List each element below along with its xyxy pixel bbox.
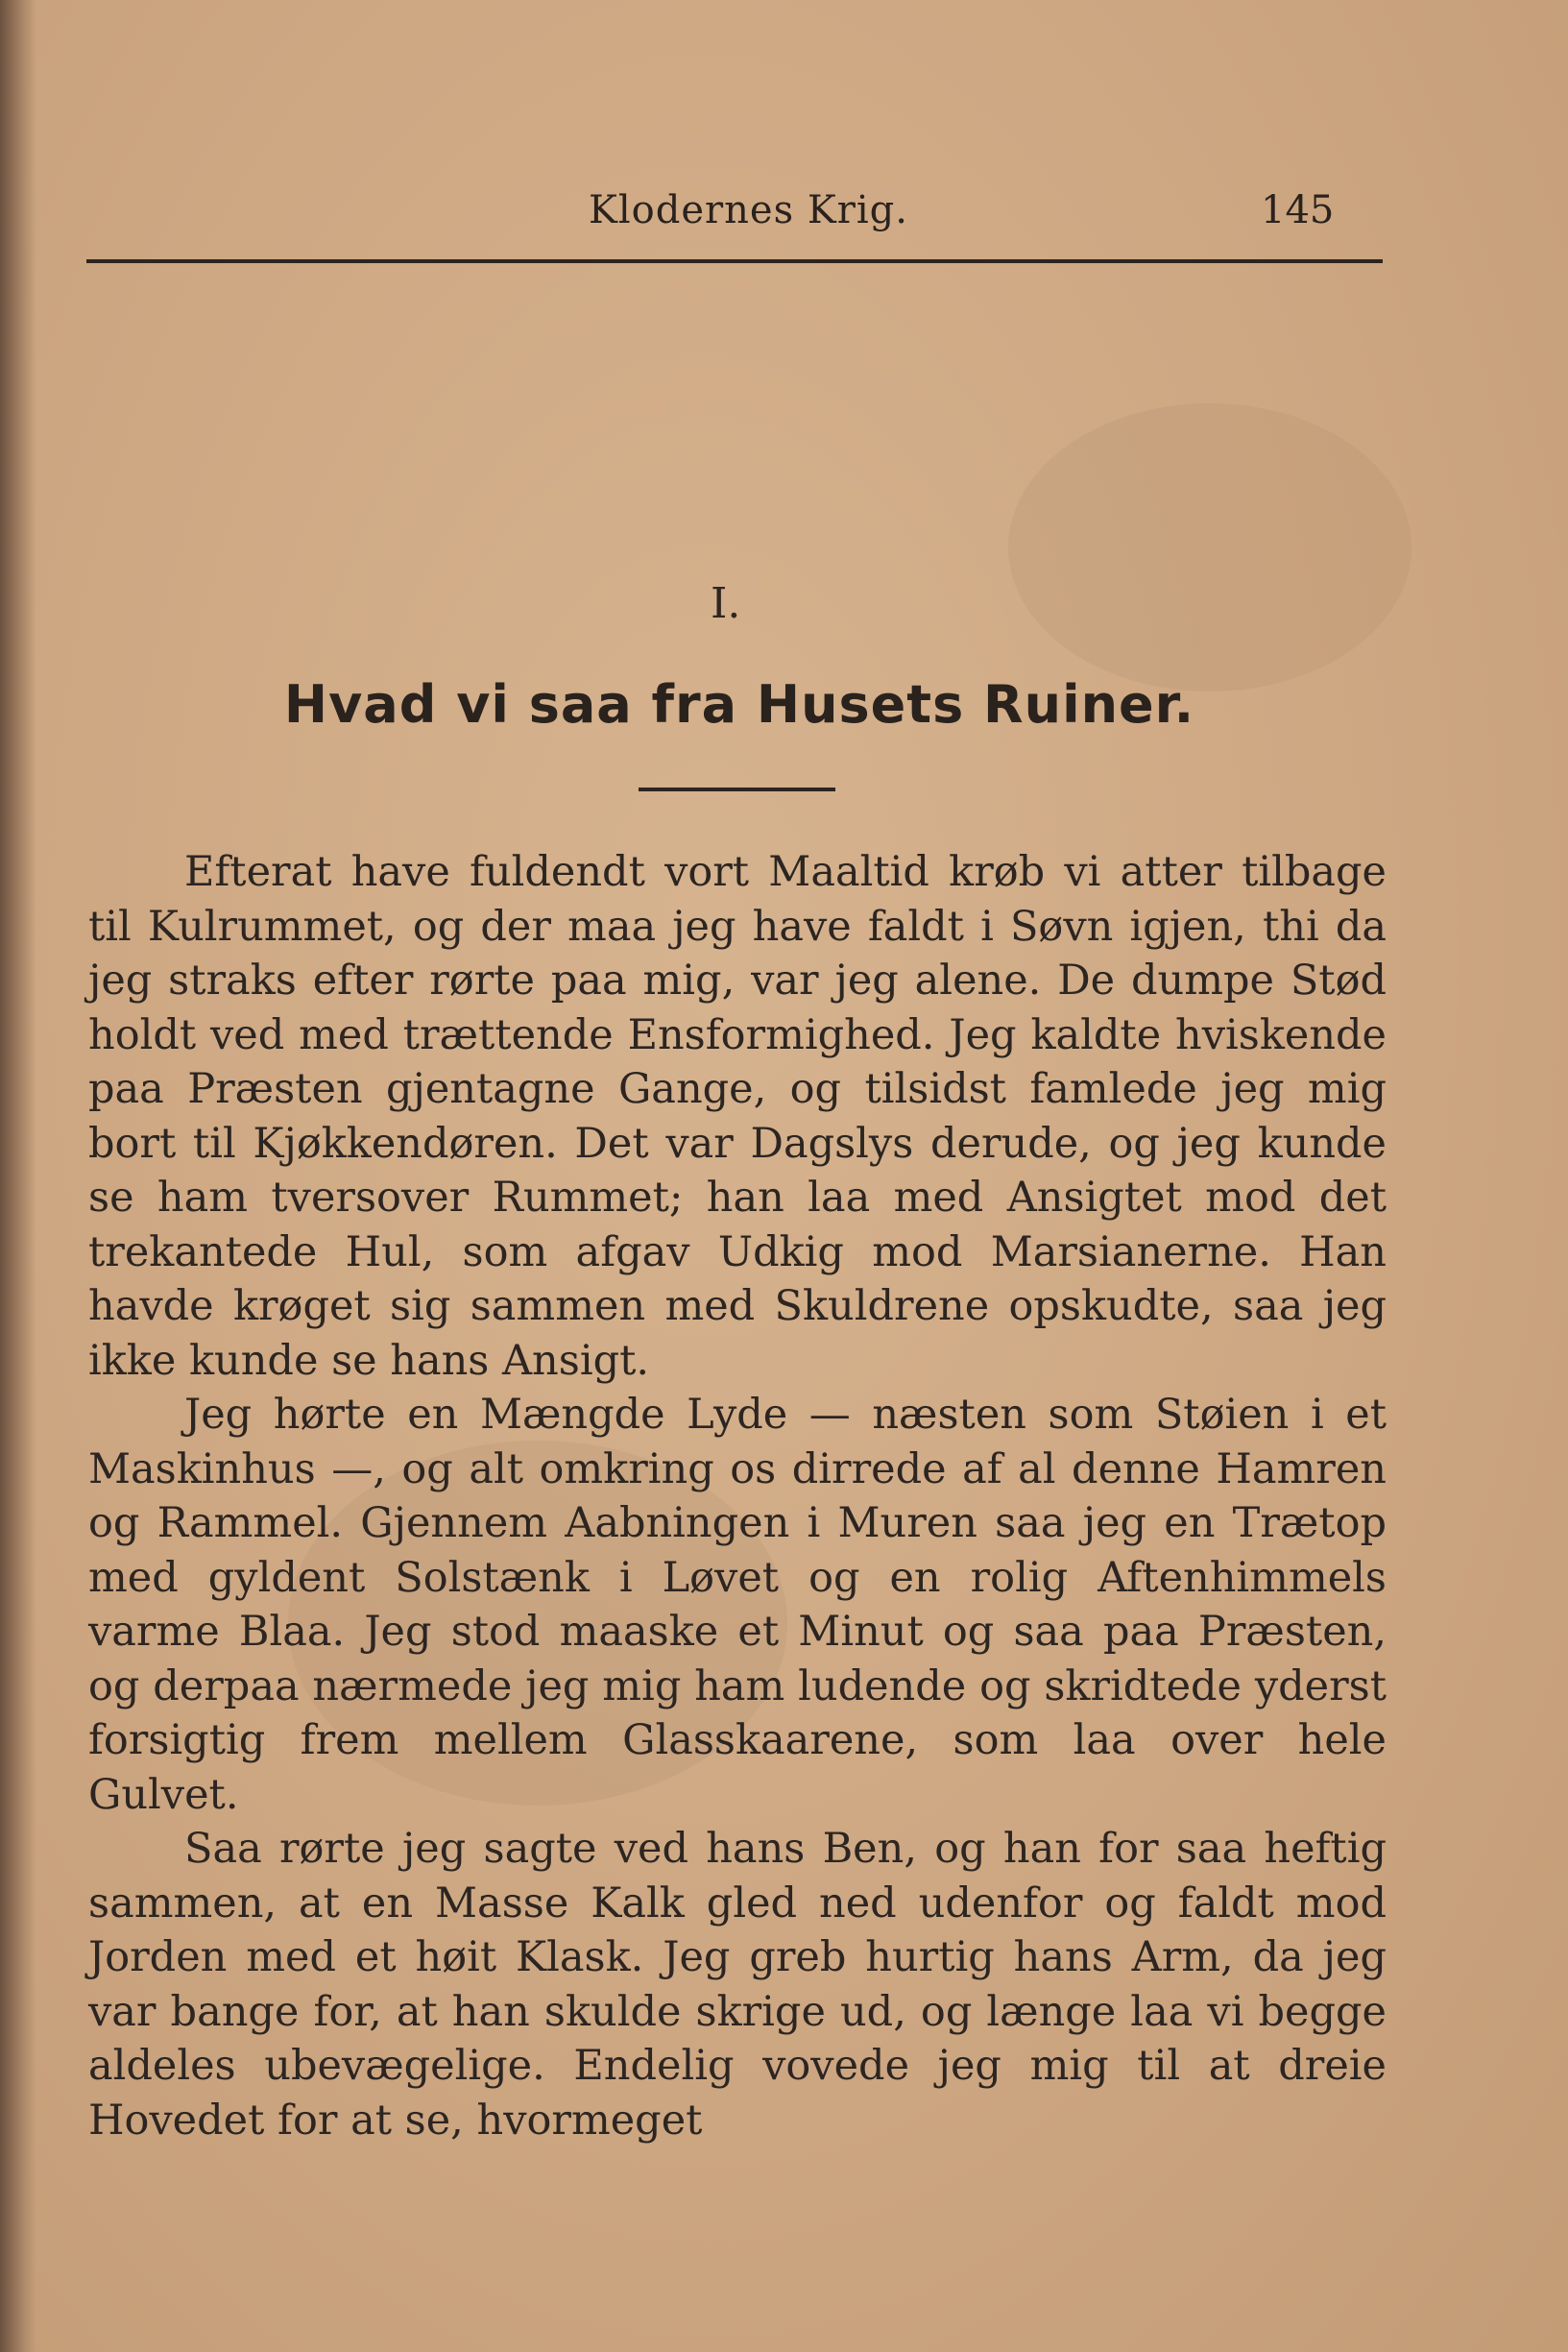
title-rule: [639, 788, 835, 791]
page-header: [0, 188, 1568, 246]
paragraph: Saa rørte jeg sagte ved hans Ben, og han for saa heftig sammen, at en Masse Kalk gled ned udenfor og faldt mod Jorden med et høit Klask. Jeg greb hurtig hans Arm, da jeg var bange for, at han skulde skrige ud, og længe laa vi begge aldeles ubevægelige. Endelig vovede jeg mig til at dreie Hovedet for at se, hvormeget: [88, 1825, 1387, 2145]
paragraph: Efterat have fuldendt vort Maaltid krøb vi atter tilbage til Kulrummet, og der maa jeg have faldt i Søvn igjen, thi da jeg straks efter rørte paa mig, var jeg alene. De dumpe Stød holdt ved med trættende Ensformighed. Jeg kaldte hviskende paa Præsten gjentagne Gange, og tilsidst famlede jeg mig bort til Kjøkkendøren. Det var Dagslys derude, og jeg kunde se ham tversover Rummet; han laa med Ansigtet mod det trekantede Hul, som afgav Udkig mod Marsianerne. Han havde krøget sig sammen med Skuldrene opskudte, saa jeg ikke kunde se hans Ansigt.: [88, 848, 1387, 1385]
body-text: [88, 845, 1387, 2147]
paragraph: Jeg hørte en Mængde Lyde — næsten som Støien i et Maskinhus —, og alt omkring os dirrede af al denne Hamren og Rammel. Gjennem Aabningen i Muren saa jeg en Trætop med gyldent Solstænk i Løvet og en rolig Aftenhimmels varme Blaa. Jeg stod maaske et Minut og saa paa Præsten, og derpaa nærmede jeg mig ham ludende og skridtede yderst forsigtig frem mellem Glasskaarene, som laa over hele Gulvet.: [88, 1391, 1387, 1819]
header-rule: [86, 259, 1383, 263]
chapter-number: I.: [711, 579, 741, 628]
page-edge: [0, 0, 36, 2352]
page-number: 145: [1261, 188, 1335, 232]
chapter-title: Hvad vi saa fra Husets Ruiner.: [283, 674, 1195, 735]
running-title: Klodernes Krig.: [589, 188, 908, 232]
paper-stain: [1008, 403, 1411, 691]
